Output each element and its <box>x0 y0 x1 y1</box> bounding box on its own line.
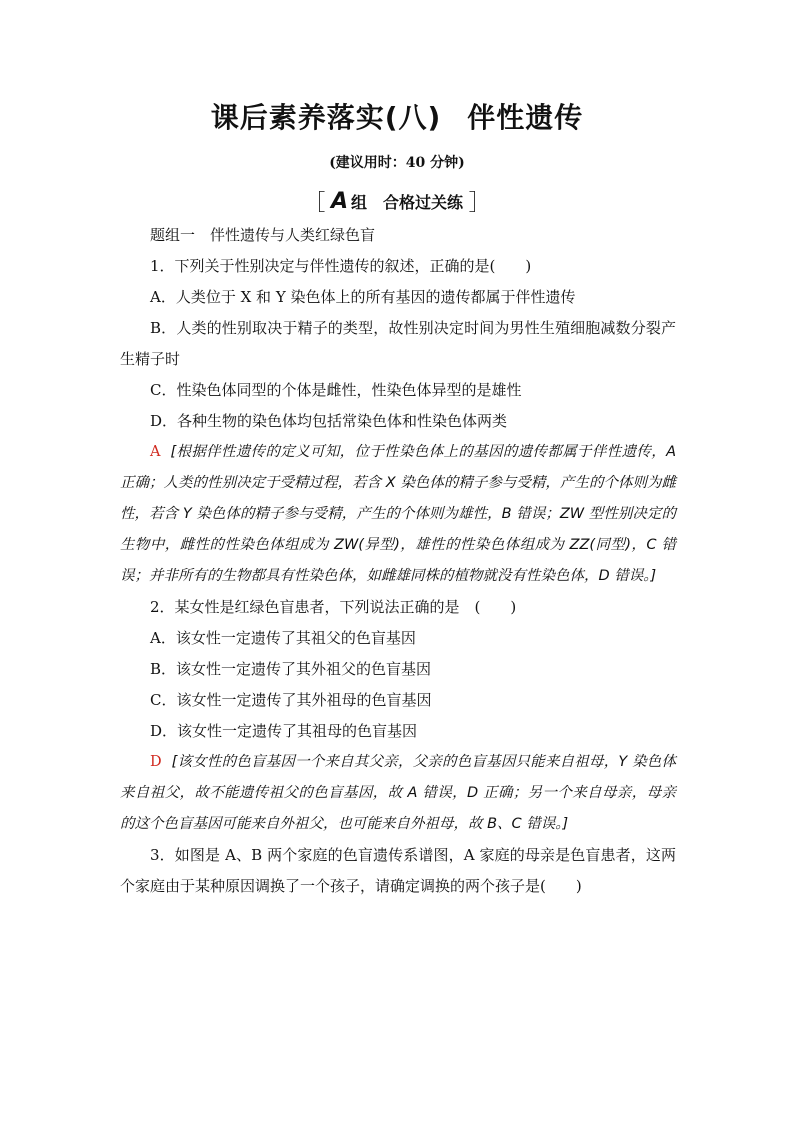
title-main: 课后素养落实(八) <box>210 101 442 134</box>
q1-option-b: B．人类的性别取决于精子的类型，故性别决定时间为男性生殖细胞减数分裂产生精子时 <box>120 319 676 368</box>
q1-option-a: A．人类位于 X 和 Y 染色体上的所有基因的遗传都属于伴性遗传 <box>150 288 576 306</box>
group-letter: A <box>330 189 348 214</box>
q2-explanation: [该女性的色盲基因一个来自其父亲，父亲的色盲基因只能来自祖母，Y 染色体来自祖父，故不能遗传祖父的色盲基因，故 A 错误，D 正确；另一个来自母亲，母亲的这个色盲基因可能来自外祖父，也可能来自外祖母，故 B、C 错误。] <box>120 754 676 832</box>
q3-stem: 3．如图是 A、B 两个家庭的色盲遗传系谱图，A 家庭的母亲是色盲患者，这两个家庭由于某种原因调换了一个孩子，请确定调换的两个孩子是( ) <box>120 846 676 895</box>
q2-option-b: B．该女性一定遗传了其外祖父的色盲基因 <box>150 660 432 678</box>
content <box>120 220 676 902</box>
q1-option-d: D．各种生物的染色体均包括常染色体和性染色体两类 <box>150 412 508 430</box>
q1-option-c: C．性染色体同型的个体是雌性，性染色体异型的是雄性 <box>150 381 522 399</box>
q2-stem: 2．某女性是红绿色盲患者，下列说法正确的是 ( ) <box>150 598 517 616</box>
q1-explanation: [根据伴性遗传的定义可知，位于性染色体上的基因的遗传都属于伴性遗传，A 正确；人类的性别决定于受精过程，若含 X 染色体的精子参与受精，产生的个体则为雌性，若含 Y 染色体的精子参与受精，产生的个体则为雄性，B 错误；ZW 型性别决定的生物中，雌性的性染色体组成为 ZW(异型)，雄性的性染色体组成为 ZZ(同型)，C 错误；并非所有的生物都具有性染色体，如雌雄同株的植物就没有性染色体，D 错误。] <box>120 444 676 584</box>
group-header: ［ A 组 合格过关练 ］ <box>303 189 491 216</box>
q2-option-a: A．该女性一定遗传了其祖父的色盲基因 <box>150 629 416 647</box>
page-title <box>0 96 794 136</box>
q1-answer-letter: A <box>150 444 161 460</box>
q1-stem: 1．下列关于性别决定与伴性遗传的叙述，正确的是( ) <box>150 257 532 275</box>
group-label-text: 组 合格过关练 <box>351 193 464 212</box>
q1-answer <box>120 437 676 592</box>
q2-answer-letter: D <box>150 754 162 770</box>
q2-option-c: C．该女性一定遗传了其外祖母的色盲基因 <box>150 691 432 709</box>
topic-heading: 题组一 伴性遗传与人类红绿色盲 <box>150 226 376 244</box>
q2-option-d: D．该女性一定遗传了其祖母的色盲基因 <box>150 722 418 740</box>
title-topic: 伴性遗传 <box>467 101 584 134</box>
suggested-time: (建议用时：40 分钟) <box>329 155 465 171</box>
q2-answer <box>120 747 676 840</box>
